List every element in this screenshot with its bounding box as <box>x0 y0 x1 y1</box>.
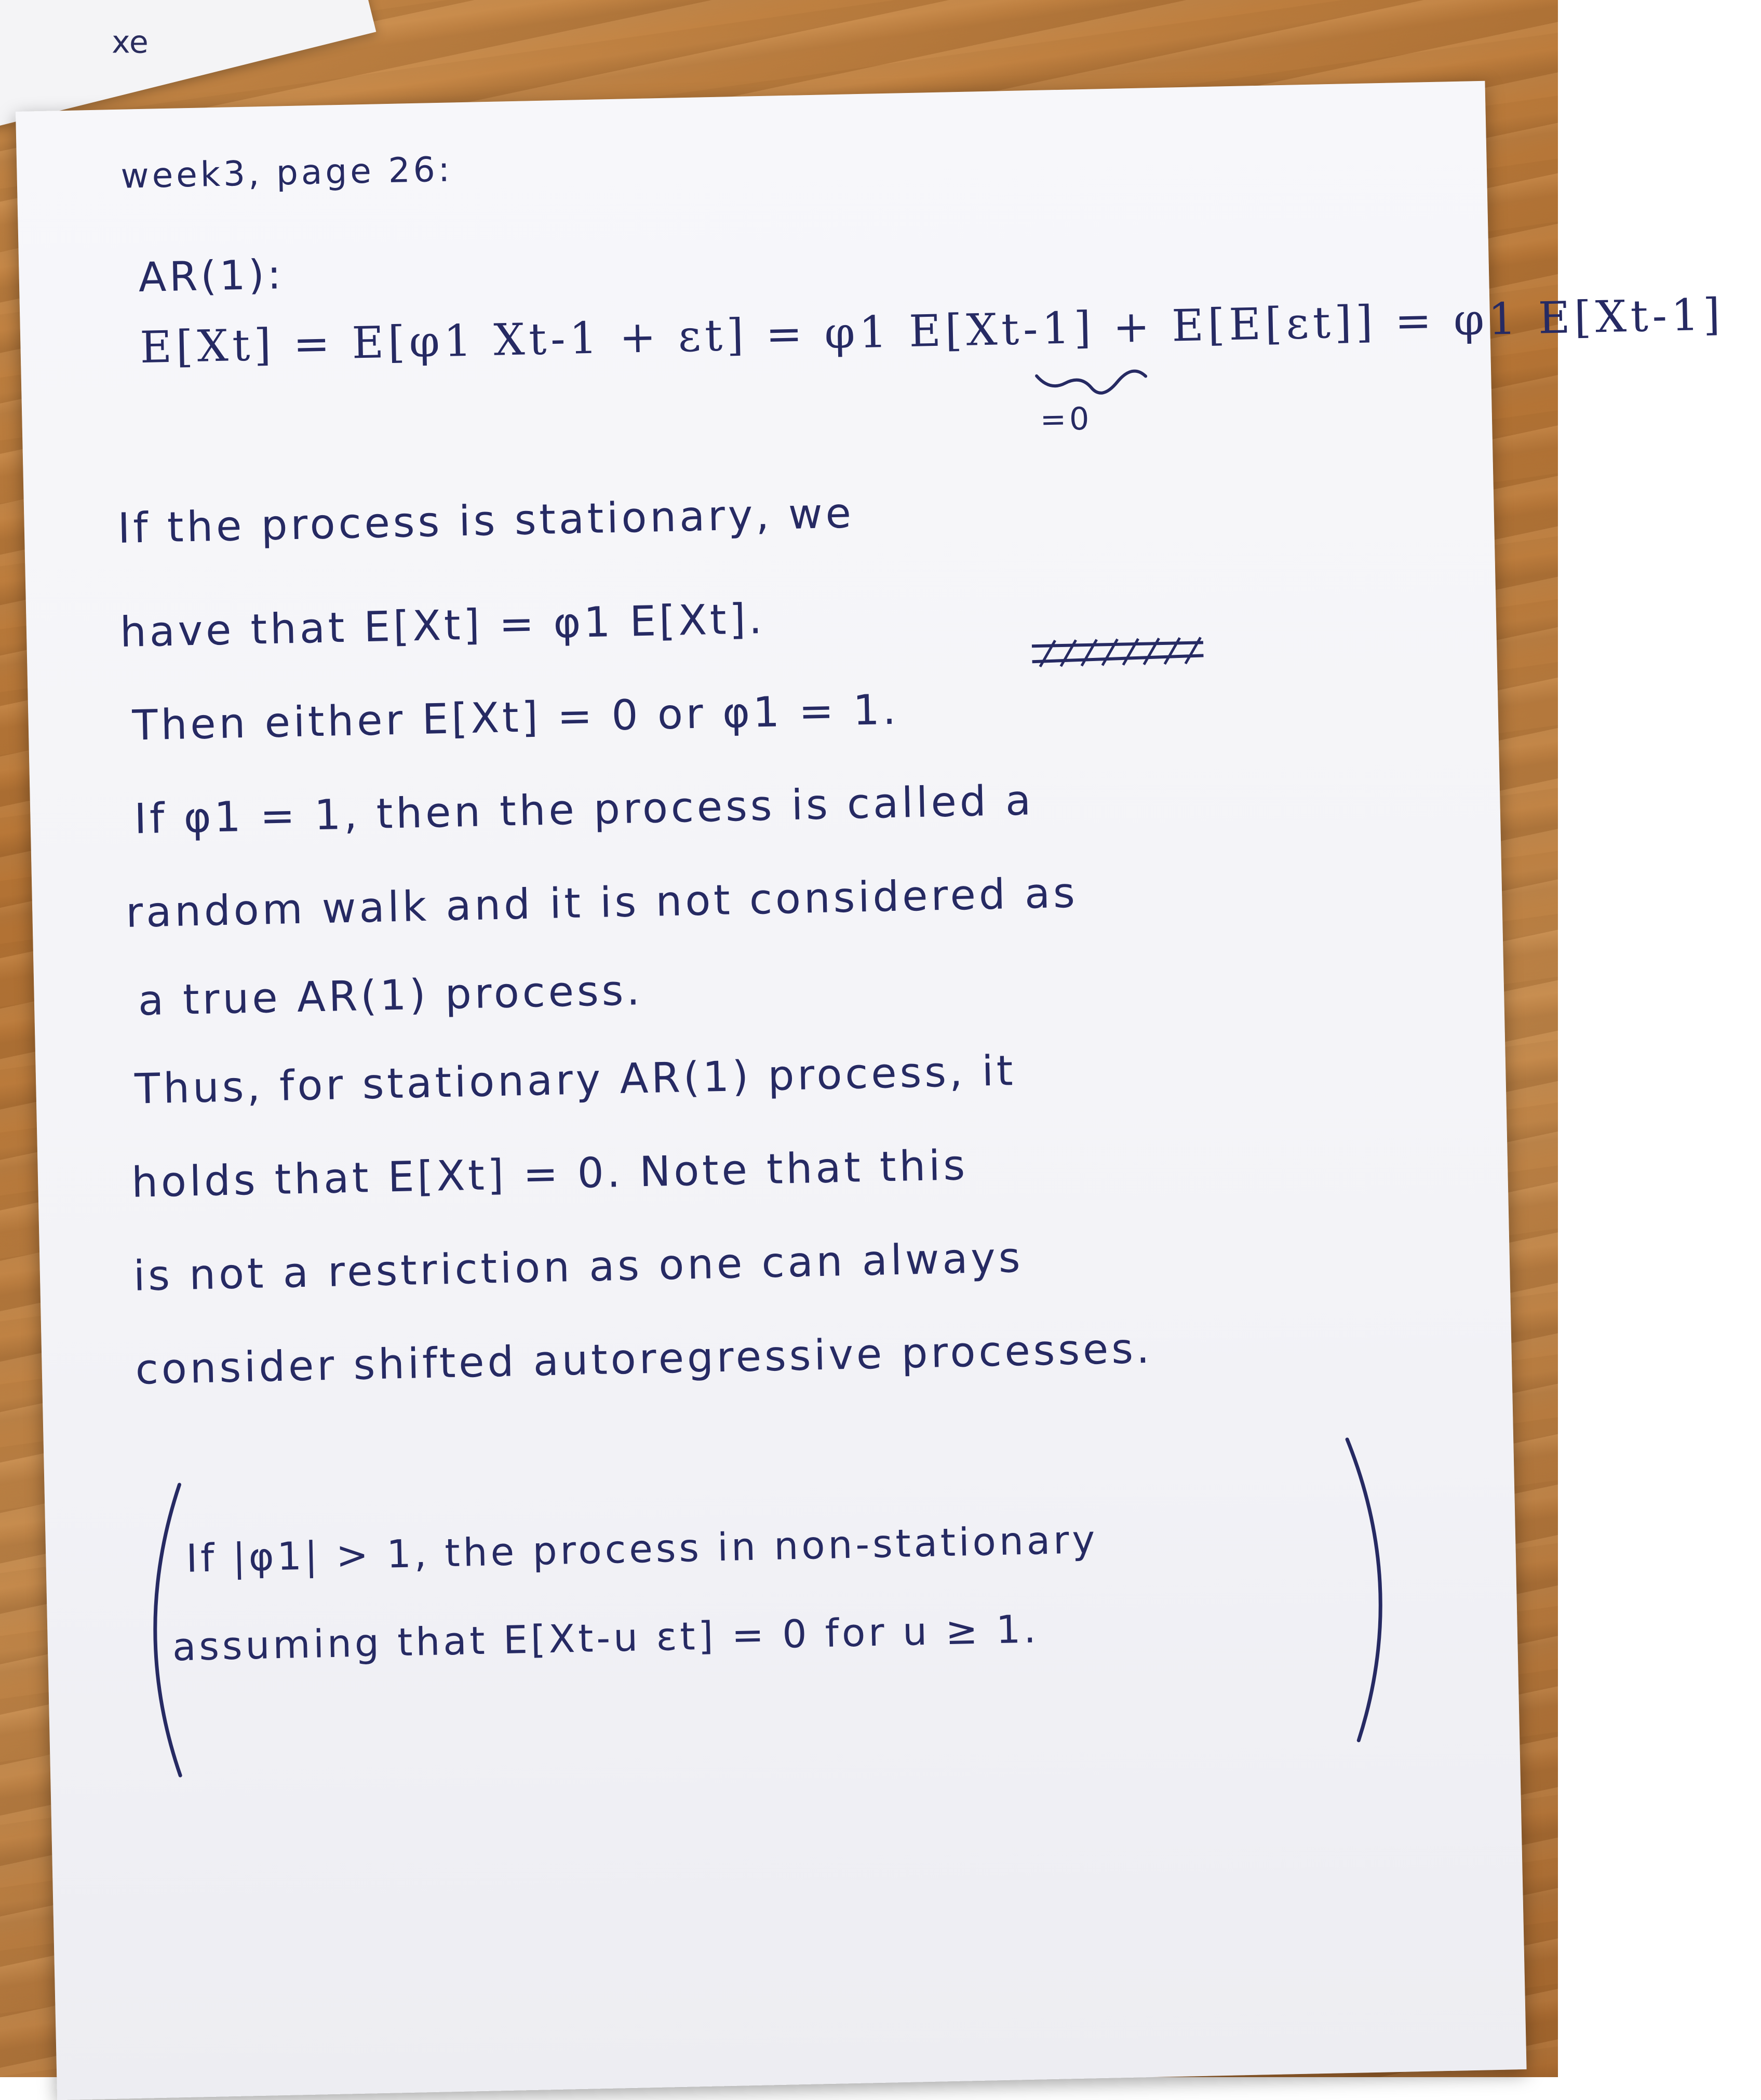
note-line-10: consider shifted autoregressive processes. <box>135 1324 1153 1394</box>
note-header: week3, page 26: <box>120 149 453 196</box>
note-line-7: Thus, for stationary AR(1) process, it <box>134 1046 1017 1113</box>
note-line-8: holds that E[Xt] = 0. Note that this <box>131 1141 969 1207</box>
corner-scribble-text: xe <box>112 24 149 61</box>
aside-line-1: If |φ1| > 1, the process in non-stationary <box>185 1517 1099 1581</box>
note-line-5: random walk and it is not considered as <box>125 868 1079 937</box>
note-line-6: a true AR(1) process. <box>137 966 643 1025</box>
expectation-equation: E[Xt] = E[φ1 Xt-1 + εt] = φ1 E[Xt-1] + E[E[εt]] = φ1 E[Xt-1] <box>139 289 1725 373</box>
crossed-out-scribble <box>1029 632 1206 672</box>
note-line-2: have that E[Xt] = φ1 E[Xt]. <box>119 595 766 656</box>
aside-line-2: assuming that E[Xt-u εt] = 0 for u ≥ 1. <box>172 1607 1040 1670</box>
handwritten-note-paper <box>16 81 1725 2100</box>
note-line-9: is not a restriction as one can always <box>133 1233 1024 1300</box>
note-line-3: Then either E[Xt] = 0 or φ1 = 1. <box>131 685 899 750</box>
note-line-1: If the process is stationary, we <box>117 489 855 553</box>
note-line-4: If φ1 = 1, then the process is called a <box>133 776 1034 843</box>
underbrace-mark <box>1034 368 1149 402</box>
note-section-title: AR(1): <box>138 251 285 302</box>
right-parenthesis-mark <box>1342 1433 1411 1746</box>
underbrace-label: =0 <box>1040 400 1093 438</box>
